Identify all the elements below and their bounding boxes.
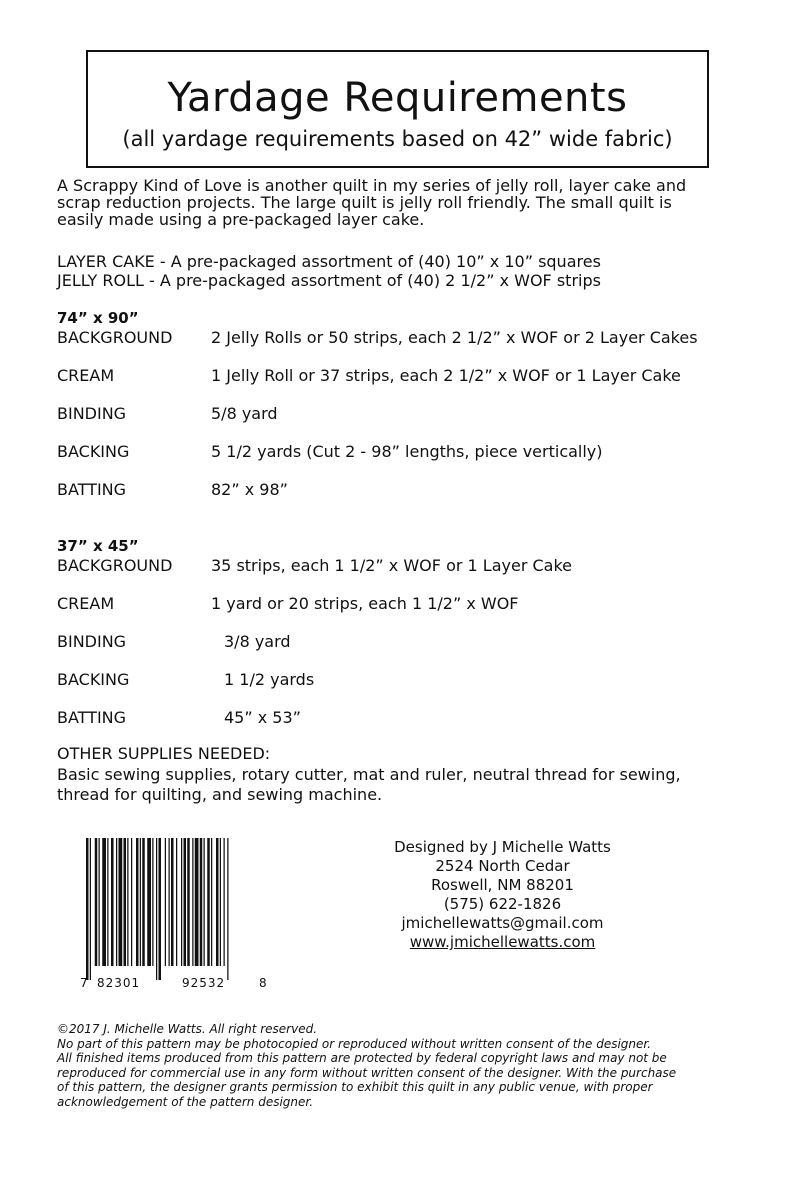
barcode-group-2: 92532 [182,976,226,990]
barcode-bar [159,838,162,980]
small-backing-label: BACKING [57,670,130,689]
barcode-bar [147,838,151,966]
barcode-group-1: 82301 [97,976,141,990]
designer-name: Designed by J Michelle Watts [394,838,611,856]
designer-contact [380,838,625,952]
intro-paragraph [57,177,757,228]
large-batting-value: 82” x 98” [211,480,288,499]
barcode-bar [111,838,114,966]
barcode-bar [192,838,193,966]
page-subtitle: (all yardage requirements based on 42” wide fabric) [122,127,673,151]
barcode-bar [227,838,228,980]
small-binding-label: BINDING [57,632,127,651]
small-quilt-size: 37” x 45” [57,537,139,555]
barcode-bar [200,838,203,966]
barcode-bar [152,838,153,966]
barcode-bar [220,838,221,966]
barcode-bar [102,838,106,966]
supplies-line: thread for quilting, and sewing machine. [57,785,383,804]
barcode-bar [107,838,108,966]
barcode-bar [99,838,100,966]
barcode-bar [127,838,128,966]
small-background-value: 35 strips, each 1 1/2” x WOF or 1 Layer Cake [211,556,572,575]
large-binding-label: BINDING [57,404,127,423]
barcode-bar [176,838,177,966]
small-cream-label: CREAM [57,594,115,613]
legal-line: reproduced for commercial use in any form without written consent of the designer. With the purchase [57,1065,677,1080]
designer-email[interactable]: jmichellewatts@gmail.com [401,914,604,932]
barcode-bars [86,838,229,980]
barcode-bar [140,838,141,966]
supplies-heading: OTHER SUPPLIES NEEDED: [57,744,271,763]
intro-line: scrap reduction projects. The large quilt is jelly roll friendly. The small quilt is [57,193,672,212]
legal-line: No part of this pattern may be photocopied or reproduced without written consent of the designer. [57,1036,652,1051]
title-box [86,50,709,168]
designer-website-link[interactable]: www.jmichellewatts.com [409,933,596,951]
small-batting-value: 45” x 53” [224,708,301,727]
large-backing-value: 5 1/2 yards (Cut 2 - 98” lengths, piece vertically) [211,442,603,461]
small-binding-value: 3/8 yard [224,632,291,651]
barcode-bar [156,838,157,980]
small-backing-value: 1 1/2 yards [224,670,315,689]
small-cream-value: 1 yard or 20 strips, each 1 1/2” x WOF [211,594,519,613]
legal-line: of this pattern, the designer grants permission to exhibit this quilt in any public venue, with proper [57,1080,653,1094]
barcode-digit-last: 8 [259,976,267,990]
barcode-bar [124,838,127,966]
barcode-bar [211,838,212,966]
barcode-bar [131,838,132,966]
supplies-line: Basic sewing supplies, rotary cutter, mat and ruler, neutral thread for sewing, [57,765,681,784]
barcode [80,838,270,990]
barcode-bar [184,838,187,966]
legal-line: acknowledgement of the pattern designer. [57,1094,314,1109]
barcode-bar [136,838,139,966]
designer-phone: (575) 622-1826 [443,895,562,913]
layer-cake-definition: LAYER CAKE - A pre-packaged assortment of (40) 10” x 10” squares [57,252,601,271]
barcode-bar [171,838,174,966]
barcode-bar [165,838,166,966]
intro-line: easily made using a pre-packaged layer cake. [57,210,425,229]
large-quilt-size: 74” x 90” [57,309,139,327]
large-cream-value: 1 Jelly Roll or 37 strips, each 2 1/2” x WOF or 1 Layer Cake [211,366,681,385]
barcode-bar [142,838,145,966]
intro-line: A Scrappy Kind of Love is another quilt in my series of jelly roll, layer cake and [57,176,687,195]
large-cream-label: CREAM [57,366,115,385]
barcode-bar [169,838,170,966]
large-backing-label: BACKING [57,442,130,461]
large-batting-label: BATTING [57,480,127,499]
jelly-roll-definition: JELLY ROLL - A pre-packaged assortment of (40) 2 1/2” x WOF strips [57,271,601,290]
legal-line: ©2017 J. Michelle Watts. All right reserved. [57,1022,318,1036]
large-background-label: BACKGROUND [57,328,173,347]
barcode-bar [216,838,219,966]
barcode-bar [204,838,205,966]
legal-line: All finished items produced from this pattern are protected by federal copyright laws and may not be [57,1051,667,1065]
barcode-bar [207,838,210,966]
small-batting-label: BATTING [57,708,127,727]
barcode-digit-first: 7 [80,976,88,990]
page-title: Yardage Requirements [167,75,628,121]
large-binding-value: 5/8 yard [211,404,278,423]
barcode-bar [86,838,89,980]
barcode-bar [195,838,199,966]
barcode-bar [224,838,225,966]
designer-city: Roswell, NM 88201 [431,876,574,894]
copyright-notice [57,1022,757,1109]
supplies-text [57,765,757,805]
designer-street: 2524 North Cedar [435,857,570,875]
barcode-bar [95,838,98,966]
barcode-bar [90,838,91,980]
small-background-label: BACKGROUND [57,556,173,575]
barcode-bar [116,838,117,966]
barcode-bar [187,838,190,966]
barcode-bar [181,838,182,966]
large-background-value: 2 Jelly Rolls or 50 strips, each 2 1/2” x WOF or 2 Layer Cakes [211,328,698,347]
barcode-bar [119,838,123,966]
